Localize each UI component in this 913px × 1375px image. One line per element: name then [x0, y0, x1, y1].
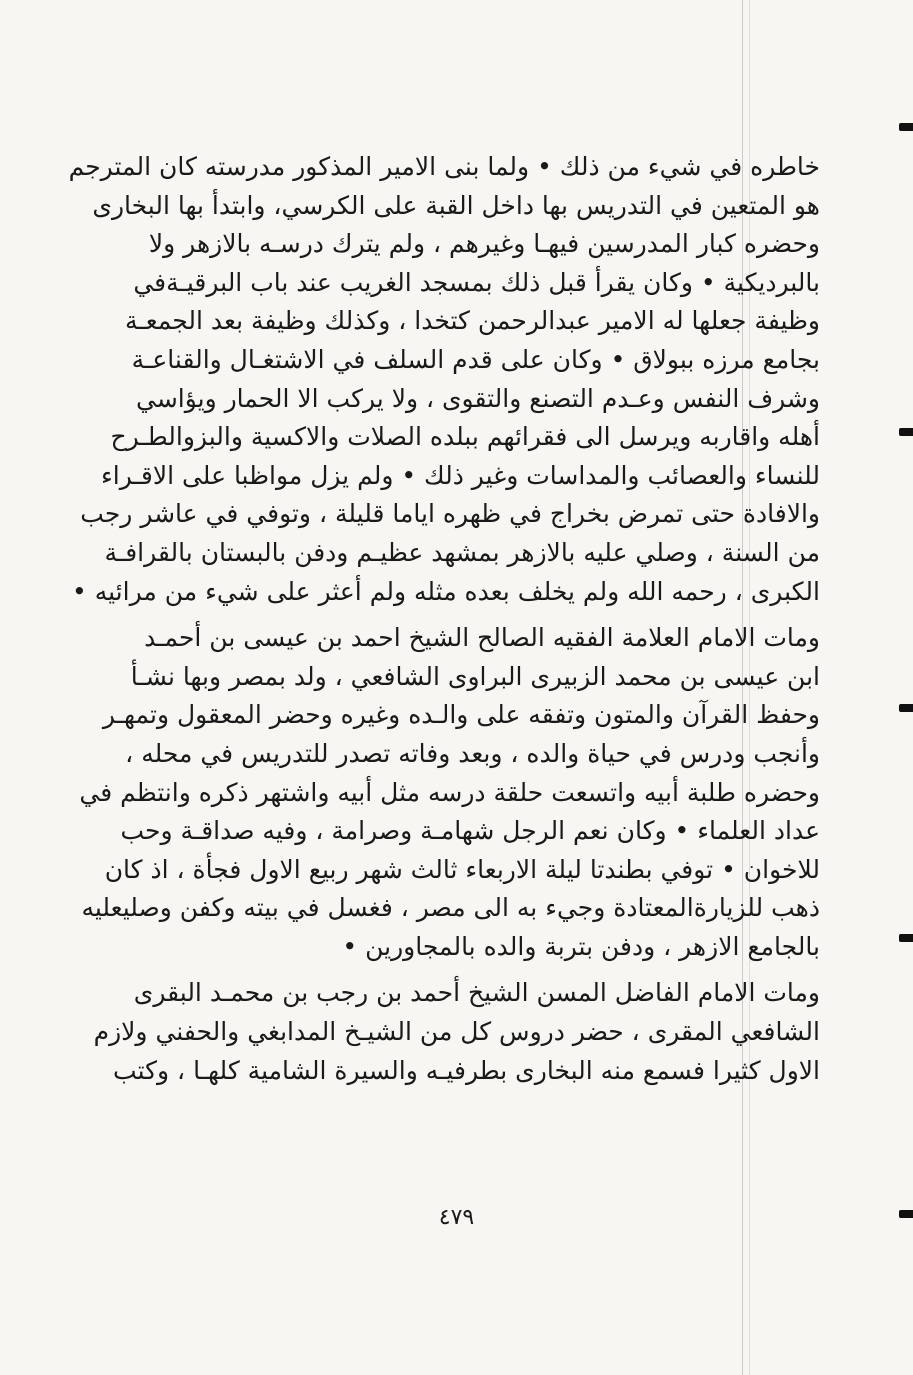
- text-line: هو المتعين في التدريس بها داخل القبة على الكرسي، وابتدأ بها البخارى: [92, 190, 820, 220]
- text-line: وحضره طلبة أبيه واتسعت حلقة درسه مثل أبيه واشتهر ذكره وانتظم في: [79, 777, 820, 807]
- text-line: بالجامع الازهر ، ودفن بتربة والده بالمجاورين ‎•‎: [342, 931, 820, 961]
- text-line: ابن عيسى بن محمد الزبيرى البراوى الشافعي ، ولد بمصر وبها نشـأ: [130, 661, 820, 691]
- page-number: ٤٧٩: [438, 1205, 475, 1230]
- text-line: وحضره كبار المدرسين فيهـا وغيرهم ، ولم يترك درسـه بالازهر ولا: [148, 229, 820, 259]
- text-line: الاول كثيرا فسمع منه البخارى بطرفيـه والسيرة الشامية كلهـا ، وكتب: [113, 1055, 820, 1085]
- text-line: للنساء والعصائب والمداسات وغير ذلك ‎•‎ ولم يزل مواظبا على الاقـراء: [101, 460, 820, 490]
- edge-mark: [899, 704, 913, 712]
- text-line: أهله واقاربه ويرسل الى فقرائهم ببلده الصلات والاكسية والبزوالطـرح: [110, 422, 820, 452]
- text-line: وشرف النفس وعـدم التصنع والتقوى ، ولا يركب الا الحمار ويؤاسي: [135, 383, 820, 413]
- text-line: عداد العلماء ‎•‎ وكان نعم الرجل شهامـة وصرامة ، وفيه صداقـة وحب: [120, 816, 820, 846]
- text-line: وظيفة جعلها له الامير عبدالرحمن كتخدا ، وكذلك وظيفة بعد الجمعـة: [125, 306, 820, 336]
- edge-mark: [899, 934, 913, 942]
- text-line: بجامع مرزه ببولاق ‎•‎ وكان على قدم السلف في الاشتغـال والقناعـة: [131, 344, 820, 374]
- text-line: وحفظ القرآن والمتون وتفقه على والـده وغيره وحضر المعقول وتمهـر: [102, 700, 820, 730]
- text-line: ومات الامام الفاضل المسن الشيخ أحمد بن رجب بن محمـد البقرى: [133, 978, 820, 1008]
- paragraph: [79, 619, 820, 966]
- text-line: وأنجب ودرس في حياة والده ، وبعد وفاته تصدر للتدريس في محله ،: [125, 738, 820, 768]
- page-body: [68, 148, 820, 1090]
- paragraph: [68, 148, 820, 611]
- text-line: بالبرديكية ‎•‎ وكان يقرأ قبل ذلك بمسجد الغريب عند باب البرقيـةفي: [133, 267, 820, 297]
- text-line: خاطره في شيء من ذلك ‎•‎ ولما بنى الامير المذكور مدرسته كان المترجم: [68, 152, 820, 181]
- paragraph: [93, 974, 820, 1090]
- edge-mark: [899, 428, 913, 436]
- text-line: للاخوان ‎•‎ توفي بطندتا ليلة الاربعاء ثالث شهر ربيع الاول فجأة ، اذ كان: [104, 854, 820, 884]
- text-line: من السنة ، وصلي عليه بالازهر بمشهد عظيـم ودفن بالبستان بالقرافـة: [104, 537, 820, 567]
- text-line: الشافعي المقرى ، حضر دروس كل من الشيـخ المدابغي والحفني ولازم: [93, 1017, 820, 1047]
- text-line: ومات الامام العلامة الفقيه الصالح الشيخ احمد بن عيسى بن أحمـد: [144, 623, 820, 653]
- text-line: والافادة حتى تمرض بخراج في ظهره اياما قليلة ، وتوفي في عاشر رجب: [80, 499, 820, 529]
- text-line: ذهب للزيارةالمعتادة وجيء به الى مصر ، فغسل في بيته وكفن وصليعليه: [81, 893, 820, 923]
- edge-mark: [899, 123, 913, 131]
- text-line: الكبرى ، رحمه الله ولم يخلف بعده مثله ولم أعثر على شيء من مرائيه ‎•‎: [72, 576, 820, 606]
